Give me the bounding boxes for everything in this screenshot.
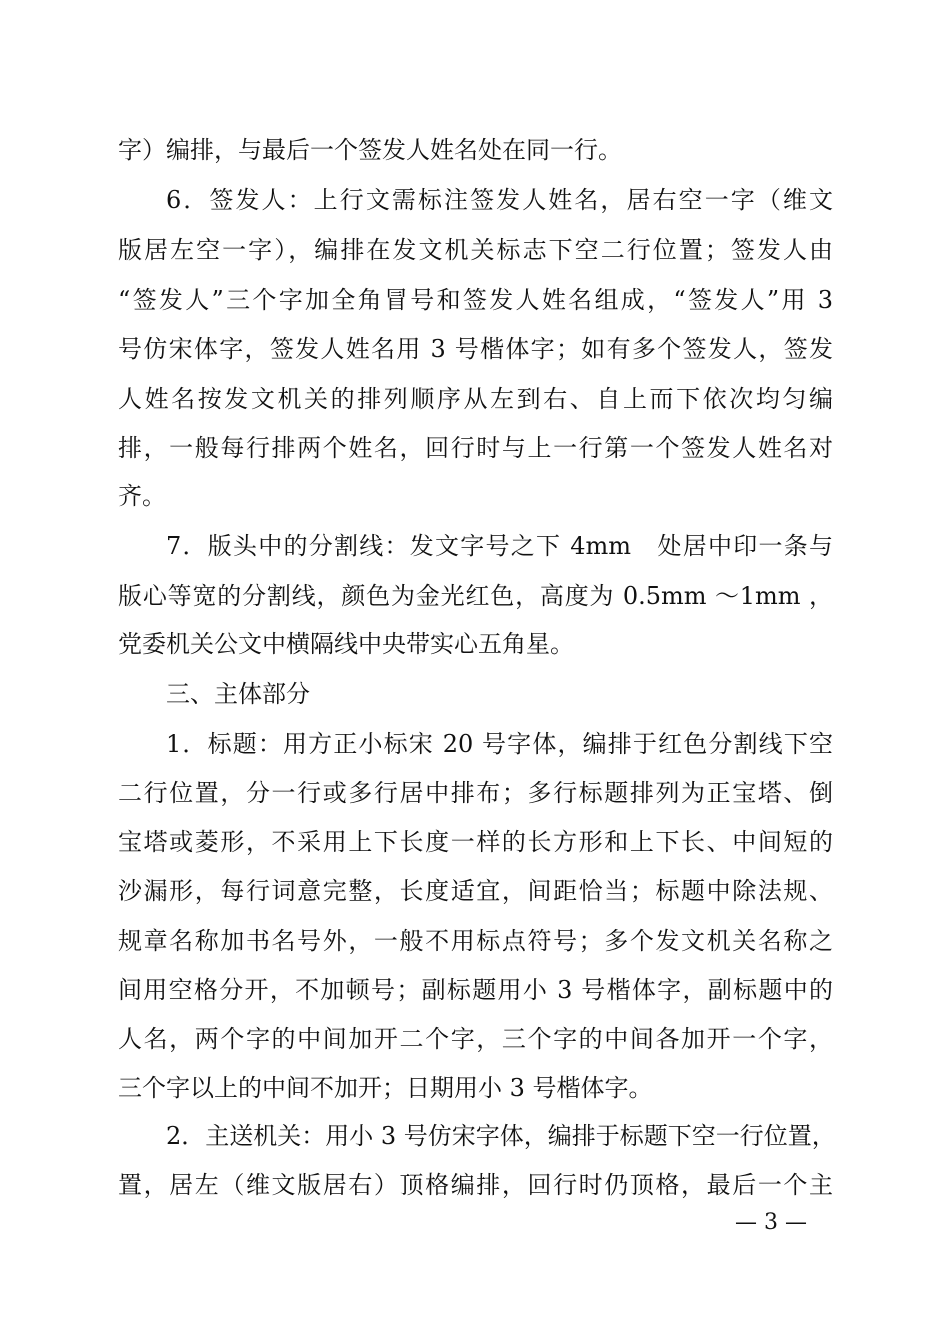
paragraph-line: 号仿宋体字，签发人姓名用 3 号楷体字；如有多个签发人，签发 (118, 335, 833, 363)
page-number: — 3 — (735, 1210, 807, 1235)
paragraph-line: 1．标题：用方正小标宋 20 号字体，编排于红色分割线下空 (166, 730, 833, 758)
paragraph-line: 字）编排，与最后一个签发人姓名处在同一行。 (118, 136, 622, 164)
section-heading: 三、主体部分 (166, 680, 310, 708)
paragraph-line: 置，居左（维文版居右）顶格编排，回行时仍顶格，最后一个主 (118, 1171, 833, 1199)
paragraph-line: 6．签发人：上行文需标注签发人姓名，居右空一字（维文 (166, 186, 833, 214)
paragraph-line: 人名，两个字的中间加开二个字，三个字的中间各加开一个字， (118, 1025, 833, 1053)
paragraph-line: 党委机关公文中横隔线中央带实心五角星。 (118, 630, 574, 658)
paragraph-line: 排，一般每行排两个姓名，回行时与上一行第一个签发人姓名对 (118, 434, 833, 462)
paragraph-line: 版心等宽的分割线，颜色为金光红色，高度为 0.5mm ～1mm ， (118, 582, 833, 610)
paragraph-line: 二行位置，分一行或多行居中排布；多行标题排列为正宝塔、倒 (118, 779, 833, 807)
paragraph-line: 2．主送机关：用小 3 号仿宋字体，编排于标题下空一行位置， (166, 1122, 836, 1150)
paragraph-line: 人姓名按发文机关的排列顺序从左到右、自上而下依次均匀编 (118, 385, 833, 413)
paragraph-line: 间用空格分开，不加顿号；副标题用小 3 号楷体字，副标题中的 (118, 976, 833, 1004)
paragraph-line: “签发人”三个字加全角冒号和签发人姓名组成，“签发人”用 3 (118, 286, 833, 314)
paragraph-line: 宝塔或菱形，不采用上下长度一样的长方形和上下长、中间短的 (118, 828, 833, 856)
paragraph-line: 规章名称加书名号外，一般不用标点符号；多个发文机关名称之 (118, 927, 833, 955)
paragraph-line: 齐。 (118, 482, 166, 510)
paragraph-line: 版居左空一字），编排在发文机关标志下空二行位置；签发人由 (118, 236, 833, 264)
paragraph-line: 三个字以上的中间不加开；日期用小 3 号楷体字。 (118, 1074, 653, 1102)
paragraph-line: 沙漏形，每行词意完整，长度适宜，间距恰当；标题中除法规、 (118, 877, 833, 905)
paragraph-line: 7．版头中的分割线：发文字号之下 4mm 处居中印一条与 (166, 532, 833, 560)
